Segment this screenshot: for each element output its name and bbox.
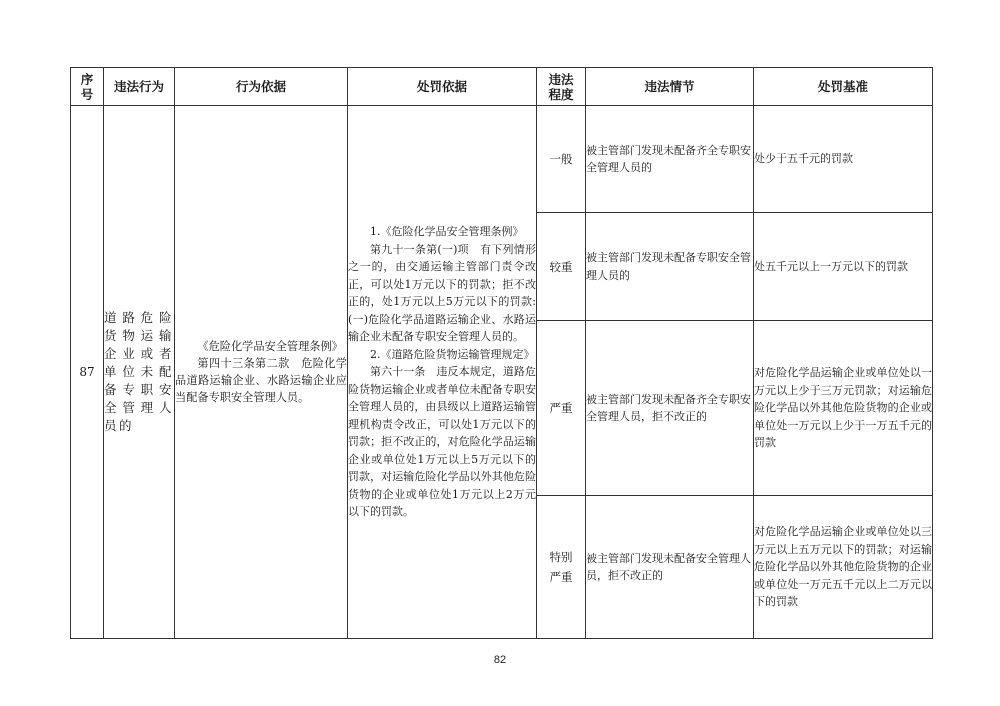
penalty-line: 1.《危险化学品安全管理条例》: [370, 225, 524, 239]
header-basis: 行为依据: [175, 68, 348, 106]
circumstance-cell: 被主管部门发现未配备齐全专职安全管理人员的: [586, 106, 754, 213]
entry-act: 道路危险货物运输企业或者单位未配备专职安全管理人员的: [104, 106, 175, 639]
header-circumstance: 违法情节: [586, 68, 754, 106]
entry-penalty-basis: [348, 106, 537, 639]
circumstance-cell: 被主管部门发现未配备安全管理人员，拒不改正的: [586, 496, 754, 639]
header-penalty: 处罚依据: [348, 68, 537, 106]
basis-line: 《危险化学品安全管理条例》: [197, 340, 343, 353]
header-row: [71, 68, 933, 106]
page-number: 82: [493, 654, 507, 666]
entry-basis: [175, 106, 348, 639]
degree-cell: 严重: [537, 321, 586, 496]
penalty-standard-table: [70, 67, 933, 639]
penalty-line: 第九十一条第(一)项 有下列情形之一的，由交通运输主管部门责令改正，可以处1万元以下的罚款；拒不改正的，处1万元以上5万元以下的罚款:(一)危险化学品道路运输企业、水路运输企业未配备专职安全管理人员的。: [348, 242, 536, 344]
standard-cell: 对危险化学品运输企业或单位处以三万元以上五万元以下的罚款；对运输危险化学品以外其他危险货物的企业或单位处一万元五千元以上二万元以下的罚款: [754, 496, 933, 639]
standard-cell: 处五千元以上一万元以下的罚款: [754, 213, 933, 321]
standard-cell: 对危险化学品运输企业或单位处以一万元以上少于三万元罚款；对运输危险化学品以外其他危险货物的企业或单位处一万元以上少于一万五千元的罚款: [754, 321, 933, 496]
degree-cell: 特别 严重: [537, 496, 586, 639]
circumstance-cell: 被主管部门发现未配备齐全专职安全管理人员，拒不改正的: [586, 321, 754, 496]
circumstance-cell: 被主管部门发现未配备专职安全管理人员的: [586, 213, 754, 321]
header-seq: 序 号: [71, 68, 104, 106]
header-act: 违法行为: [104, 68, 175, 106]
degree-cell: 一般: [537, 106, 586, 213]
header-degree: 违法 程度: [537, 68, 586, 106]
penalty-line: 2.《道路危险货物运输管理规定》: [370, 347, 535, 361]
table-row: [71, 106, 933, 213]
penalty-line: 第六十一条 违反本规定，道路危险货物运输企业或者单位未配备专职安全管理人员的，由县级以上道路运输管理机构责令改正，可以处1万元以下的罚款；拒不改正的，对危险化学品运输企业或单位处1万元以上5万元以下的罚款，对运输危险化学品以外其他危险货物的企业或单位处1万元以上2万元以下的罚款。: [348, 365, 536, 519]
entry-number: 87: [71, 106, 104, 639]
degree-cell: 较重: [537, 213, 586, 321]
basis-line: 第四十三条第二款 危险化学品道路运输企业、水路运输企业应当配备专职安全管理人员。: [175, 357, 347, 404]
header-standard: 处罚基准: [754, 68, 933, 106]
standard-cell: 处少于五千元的罚款: [754, 106, 933, 213]
